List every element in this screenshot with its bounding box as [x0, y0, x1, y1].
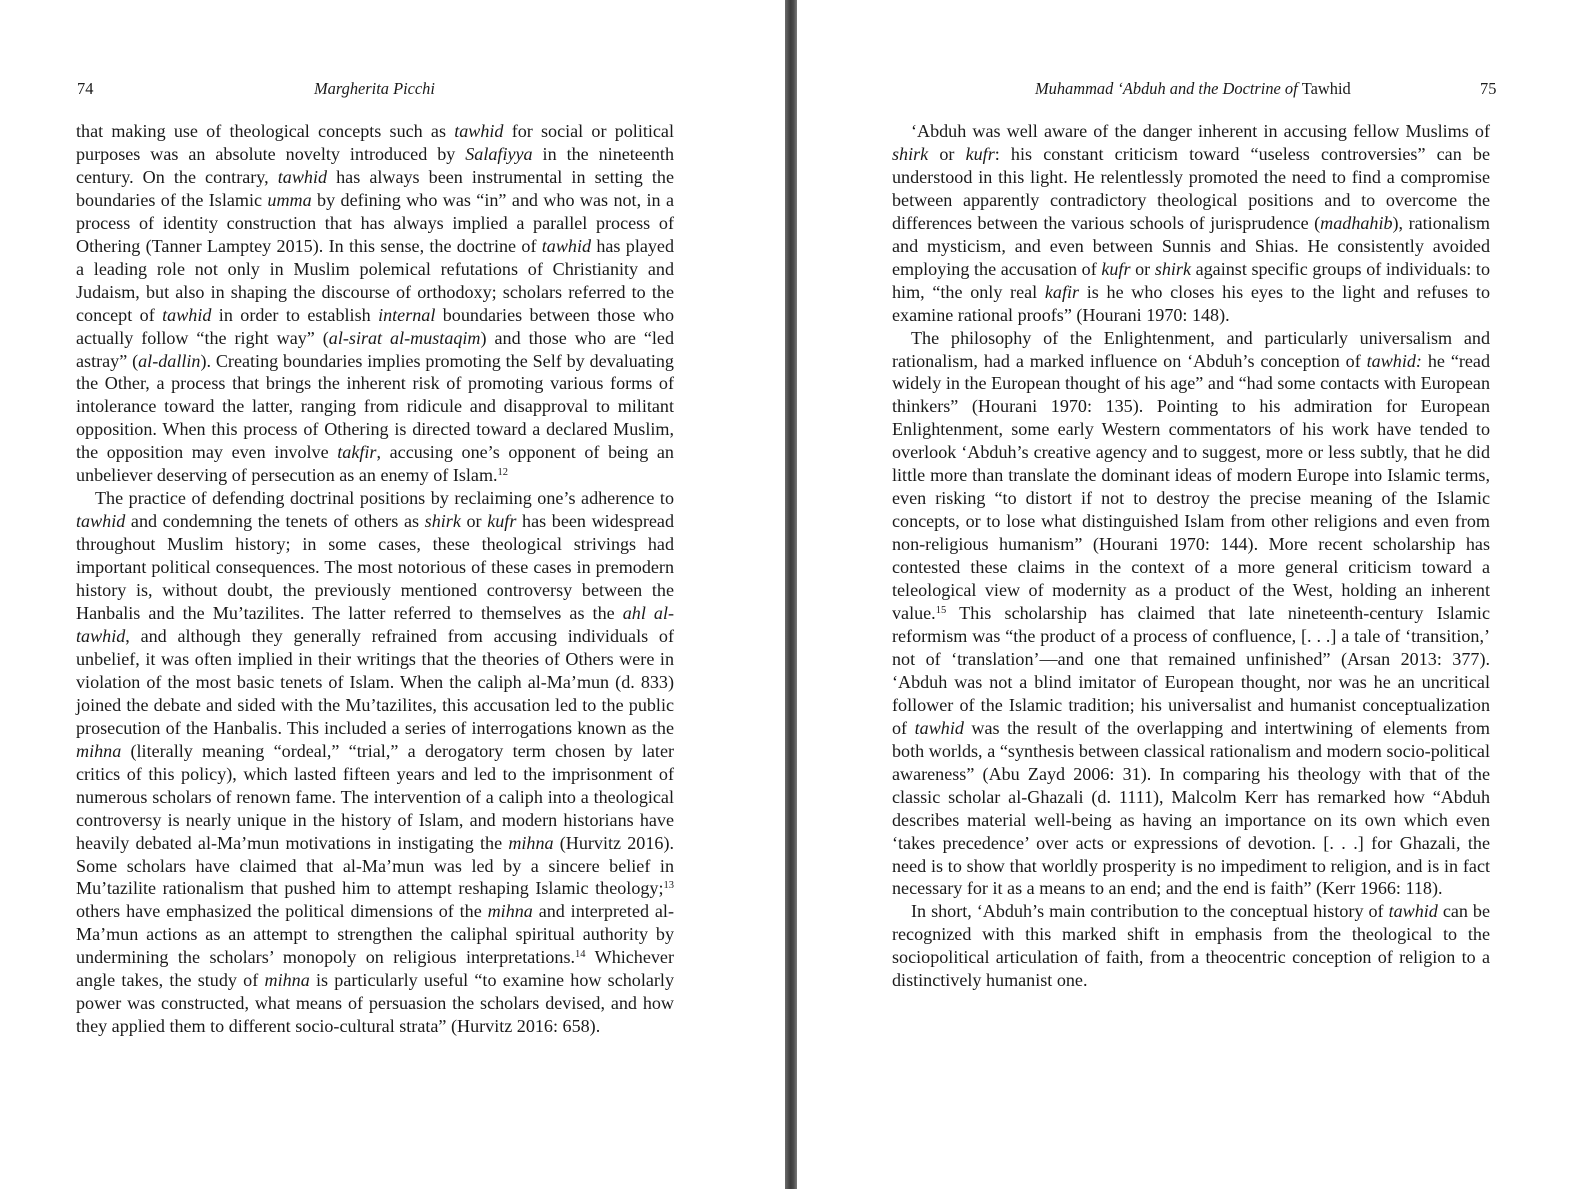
body-text [76, 120, 674, 1038]
paragraph [76, 120, 674, 487]
italic-term: shirk [892, 143, 929, 164]
text-run: has played a leading role not only in Muslim polemical refutations of Christianity and Judaism, but also in shaping the discourse of orthodoxy; scholars referred to the concept of [76, 235, 674, 325]
italic-term: tawhid [541, 235, 592, 256]
text-run: This scholarship has claimed that late nineteenth-century Islamic reformism was “the product of a process of confluence, [. . .] a tale of ‘transition,’ not of ‘translation’—and one that remained unfinished” (Arsan 2013: 377). ‘Abduh was not a blind imitator of European thought, nor was he an uncritical follower of the Islamic tradition; his universalist and humanist conceptualization of [892, 603, 1490, 738]
text-run: and interpreted al-Ma’mun actions as an attempt to strengthen the caliphal spiritual authority by undermining the scholars’ monopoly on religious interpretations. [76, 901, 674, 968]
page-number: 75 [1480, 79, 1497, 98]
italic-term: kufr [1101, 258, 1131, 279]
italic-term: mihna [508, 832, 554, 853]
italic-term: kafir [1044, 281, 1080, 302]
text-run: The philosophy of the Enlightenment, and particularly universalism and rationalism, had a marked influence on ‘Abduh’s conception of [892, 327, 1490, 371]
text-run: or [460, 511, 488, 532]
italic-term: kufr [965, 143, 995, 164]
text-run: or [928, 143, 966, 164]
text-run: : his constant criticism toward “useless controversies” can be understood in this light. He relentlessly promoted the need to find a compromise between apparently contradictory theological positions and to overcome the differences between the various schools of jurisprudence ( [892, 143, 1490, 233]
text-run: or [1130, 258, 1155, 279]
running-head: Margherita Picchi [314, 79, 435, 98]
italic-term: tawhid [1388, 901, 1438, 922]
text-run: In short, ‘Abduh’s main contribution to the conceptual history of [911, 901, 1389, 922]
italic-term: tawhid: [1366, 350, 1422, 371]
text-run: has always been instrumental in setting the boundaries of the Islamic [76, 166, 675, 210]
paragraph [892, 900, 1490, 992]
text-run: can be recognized with this marked shift in emphasis from the theological to the sociopolitical articulation of faith, from a theocentric conception of religion to a distinctively humanist one. [892, 901, 1490, 991]
text-run: boundaries between those who actually follow “the right way” ( [76, 304, 674, 348]
footnote-marker: 15 [935, 605, 947, 617]
text-run: ) and those who are “led astray” ( [76, 327, 675, 371]
text-run: (literally meaning “ordeal,” “trial,” a derogatory term chosen by later critics of this policy), which lasted fifteen years and led to the imprisonment of numerous scholars of renown fame. The intervention of a caliph into a theological controversy is nearly unique in the history of Islam, and modern historians have heavily debated al-Ma’mun motivations in instigating the [76, 740, 674, 853]
text-run: in order to establish [211, 304, 379, 325]
paragraph [76, 487, 674, 1038]
italic-term: tawhid [76, 511, 126, 532]
text-run: is particularly useful “to examine how scholarly power was constructed, what means of persuasion the scholars devised, and how they applied them to different socio-cultural strata” (Hurvitz 2016: 658). [76, 970, 675, 1037]
italic-term: takfir [337, 442, 377, 463]
footnote-marker: 14 [575, 949, 586, 961]
italic-term: mihna [487, 901, 533, 922]
text-run: is he who closes his eyes to the light and refuses to examine rational proofs” (Hourani 1970: 148). [892, 281, 1490, 325]
body-text [892, 120, 1490, 992]
italic-term: tawhid [277, 166, 328, 187]
text-run: ), rationalism and mysticism, and even between Sunnis and Shias. He consistently avoided employing the accusation of [892, 212, 1490, 279]
footnote-marker: 13 [663, 880, 674, 892]
italic-term: shirk [424, 511, 461, 532]
left-page [0, 0, 785, 1189]
running-head [1035, 78, 1351, 100]
text-run: Whichever angle takes, the study of [76, 947, 674, 991]
italic-term: mihna [264, 970, 310, 991]
italic-term: madhahib [1320, 212, 1393, 233]
text-run: was the result of the overlapping and intertwining of elements from both worlds, a “synthesis between classical rationalism and modern socio-political awareness” (Abu Zayd 2006: 31). In comparing his theology with that of the classic scholar al-Ghazali (d. 1111), Malcolm Kerr has remarked how “Abduh describes material well-being as having an importance on its own which even ‘takes precedence’ over acts or expressions of devotion. [. . .] for Ghazali, the need is to show that worldly prosperity is no impediment to religion, and is in fact necessary for it as a means to an end; and the end is faith” (Kerr 1966: 118). [892, 717, 1490, 899]
italic-term: ahl al-tawhid [76, 603, 675, 646]
text-run: that making use of theological concepts such as [76, 121, 455, 141]
text-run: and condemning the tenets of others as [125, 511, 425, 532]
italic-term: umma [267, 189, 312, 210]
text-run: against specific groups of individuals: to him, “the only real [892, 258, 1490, 302]
right-page [797, 0, 1585, 1189]
text-run: ). Creating boundaries implies promoting the Self by devaluating the Other, a process that brings the inherent risk of promoting various forms of intolerance toward the latter, ranging from ridicule and disapproval to militant opposition. When this process of Othering is directed toward a declared Muslim, the opposition may even involve [76, 350, 674, 463]
italic-term: al-sirat al-mustaqim [328, 327, 481, 348]
text-run: , and although they generally refrained from accusing individuals of unbelief, it was often implied in their writings that the theories of Others were in violation of the most basic tenets of Islam. When the caliph al-Ma’mun (d. 833) joined the debate and sided with the Mu’tazilites, this accusation led to the public prosecution of the Hanbalis. This included a series of interrogations known as the [76, 625, 674, 738]
italic-term: tawhid [914, 717, 964, 738]
italic-term: internal [378, 304, 436, 325]
text-run: others have emphasized the political dimensions of the [76, 901, 488, 922]
page-number: 74 [77, 79, 94, 98]
running-head-italic: Muhammad ‘Abduh and the Doctrine of [1035, 79, 1302, 98]
text-run: in the nineteenth century. On the contrary, [76, 143, 674, 187]
text-run: for social or political purposes was an absolute novelty introduced by [76, 121, 674, 164]
footnote-marker: 12 [497, 467, 509, 479]
text-run: by defining who was “in” and who was not, in a process of identity construction that has always implied a parallel process of Othering (Tanner Lamptey 2015). In this sense, the doctrine of [76, 189, 674, 256]
italic-term: tawhid [162, 304, 212, 325]
text-run: The practice of defending doctrinal positions by reclaiming one’s adherence to [95, 488, 674, 509]
italic-term: shirk [1154, 258, 1191, 279]
text-run: has been widespread throughout Muslim history; in some cases, these theological strivings had important political consequences. The most notorious of these cases in premodern history is, without doubt, the previously mentioned controversy between the Hanbalis and the Mu’tazilites. The latter referred to themselves as the [76, 511, 674, 624]
text-run: ‘Abduh was well aware of the danger inherent in accusing fellow Muslims of [911, 121, 1490, 141]
text-run: (Hurvitz 2016). Some scholars have claimed that al-Ma’mun was led by a sincere belief in Mu’tazilite rationalism that pushed him to attempt reshaping Islamic theology; [76, 832, 674, 899]
text-run: , accusing one’s opponent of being an unbeliever deserving of persecution as an enemy of Islam. [76, 442, 674, 486]
running-head-roman: Tawhid [1301, 79, 1351, 98]
italic-term: mihna [76, 740, 122, 761]
text-run: he “read widely in the European thought of his age” and “had some contacts with European thinkers” (Hourani 1970: 135). Pointing to his admiration for European Enlightenment, some early Western commentators of his work have tended to overlook ‘Abduh’s creative agency and to suggest, more or less subtly, that he did little more than translate the dominant ideas of modern Europe into Islamic terms, even risking “to distort if not to destroy the precise meaning of the Islamic concepts, or to lose what distinguished Islam from other religions and even from non-religious humanism” (Hourani 1970: 144). More recent scholarship has contested these claims in the context of a more general criticism toward a teleological view of modernity as a product of the West, holding an inherent value. [892, 350, 1490, 624]
italic-term: tawhid [454, 121, 504, 141]
italic-term: al-dallin [138, 350, 201, 371]
italic-term: Salafiyya [465, 143, 533, 164]
paragraph [892, 120, 1490, 327]
italic-term: kufr [487, 511, 517, 532]
paragraph [892, 327, 1490, 901]
book-gutter [785, 0, 797, 1189]
